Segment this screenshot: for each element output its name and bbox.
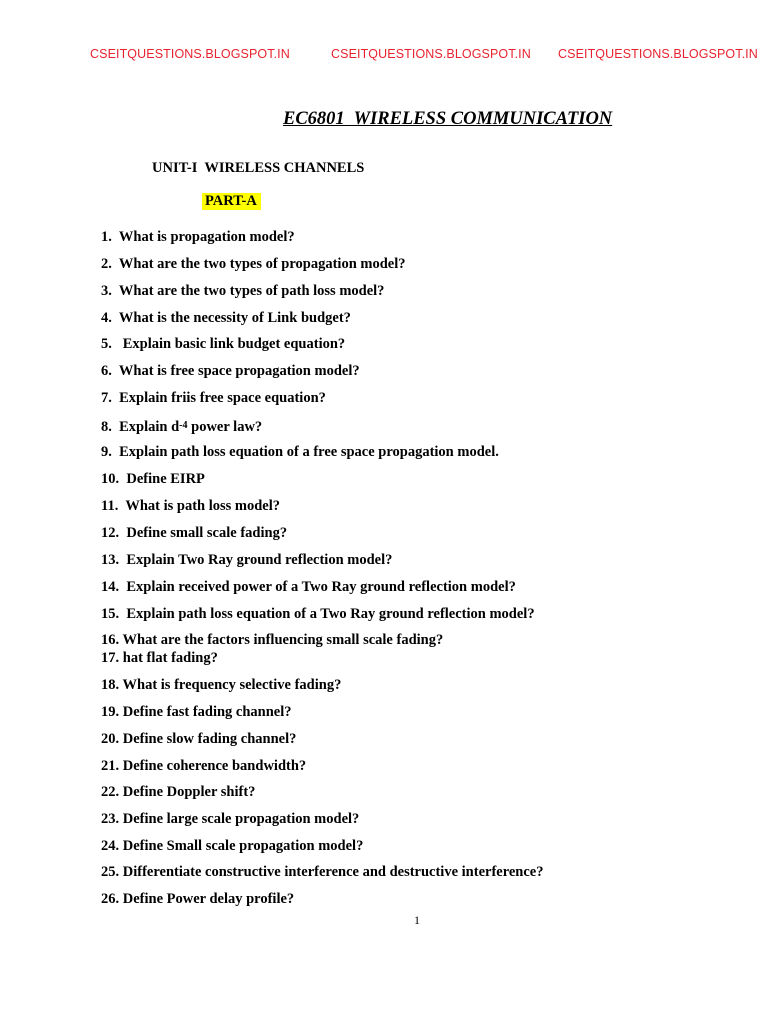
- question-text: Explain path loss equation of a Two Ray ground reflection model?: [122, 606, 535, 622]
- question-number: 26.: [101, 891, 120, 907]
- question-number: 10.: [101, 471, 120, 487]
- question-text: What are the two types of propagation model?: [118, 256, 406, 272]
- question-number: 23.: [101, 811, 120, 827]
- question-number: 8.: [101, 419, 112, 435]
- question-text: Define EIRP: [122, 471, 205, 487]
- question-number: 11.: [101, 498, 119, 514]
- question-number: 6.: [101, 363, 112, 379]
- question-item: [101, 471, 205, 488]
- header-link-left[interactable]: CSEITQUESTIONS.BLOGSPOT.IN: [90, 47, 290, 61]
- question-number: 2.: [101, 256, 112, 272]
- question-number: 3.: [101, 283, 112, 299]
- question-number: 25.: [101, 864, 120, 880]
- question-number: 20.: [101, 731, 120, 747]
- question-number: 7.: [101, 390, 112, 406]
- page-number: 1: [414, 913, 420, 927]
- question-item: [101, 784, 255, 801]
- question-number: 22.: [101, 784, 120, 800]
- question-item: [101, 229, 295, 246]
- question-item: [101, 758, 306, 775]
- question-text: Explain received power of a Two Ray ground reflection model?: [122, 579, 516, 595]
- question-number: 9.: [101, 444, 112, 460]
- part-heading: PART-A: [202, 193, 261, 210]
- question-number: 13.: [101, 552, 120, 568]
- question-item: [101, 552, 392, 569]
- question-text: Explain path loss equation of a free space propagation model.: [119, 444, 499, 460]
- question-number: 21.: [101, 758, 120, 774]
- document-title: EC6801 WIRELESS COMMUNICATION: [283, 109, 613, 129]
- question-item: [101, 650, 218, 667]
- question-item: [101, 444, 499, 461]
- question-item: [101, 811, 359, 828]
- question-item: [101, 731, 296, 748]
- question-text: What is free space propagation model?: [118, 363, 360, 379]
- question-item: [101, 283, 384, 300]
- header-link-right[interactable]: CSEITQUESTIONS.BLOGSPOT.IN: [558, 47, 758, 61]
- question-text: Define fast fading channel?: [122, 704, 292, 720]
- question-text: hat flat fading?: [122, 650, 218, 666]
- question-text: Differentiate constructive interference and destructive interference?: [122, 864, 544, 880]
- question-item: [101, 677, 341, 694]
- question-text: Explain Two Ray ground reflection model?: [122, 552, 393, 568]
- question-number: 5.: [101, 336, 112, 352]
- question-item: [101, 525, 287, 542]
- question-text: What are the factors influencing small scale fading?: [122, 632, 444, 648]
- question-item: [101, 498, 280, 515]
- question-number: 14.: [101, 579, 120, 595]
- question-number: 12.: [101, 525, 120, 541]
- question-number: 24.: [101, 838, 120, 854]
- question-number: 15.: [101, 606, 120, 622]
- question-item: [101, 579, 516, 596]
- question-text-tail: power law?: [187, 419, 263, 435]
- question-item: [101, 363, 360, 380]
- question-text: Explain basic link budget equation?: [119, 336, 346, 352]
- question-number: 17.: [101, 650, 120, 666]
- question-item: [101, 891, 294, 908]
- question-number: 18.: [101, 677, 120, 693]
- question-number: 16.: [101, 632, 120, 648]
- question-number: 4.: [101, 310, 112, 326]
- question-text: What is the necessity of Link budget?: [118, 310, 351, 326]
- question-item: [101, 336, 345, 353]
- unit-heading: UNIT-I WIRELESS CHANNELS: [152, 160, 365, 176]
- question-item: [101, 632, 443, 649]
- question-text: Define slow fading channel?: [122, 731, 297, 747]
- question-text: Define small scale fading?: [122, 525, 288, 541]
- question-text: Define Power delay profile?: [122, 891, 295, 907]
- superscript: -4: [179, 420, 188, 431]
- question-item: [101, 310, 351, 327]
- question-text: Explain d: [119, 419, 180, 435]
- question-item: [101, 606, 535, 623]
- question-item: [101, 704, 292, 721]
- question-item: [101, 256, 406, 273]
- question-text: What is propagation model?: [118, 229, 295, 245]
- question-text: Explain friis free space equation?: [119, 390, 326, 406]
- question-text: What is path loss model?: [121, 498, 281, 514]
- question-text: Define Small scale propagation model?: [122, 838, 364, 854]
- question-text: Define coherence bandwidth?: [122, 758, 307, 774]
- question-text: Define large scale propagation model?: [122, 811, 360, 827]
- question-item: [101, 419, 262, 436]
- question-number: 1.: [101, 229, 112, 245]
- question-text: Define Doppler shift?: [122, 784, 256, 800]
- question-item: [101, 838, 363, 855]
- question-text: What is frequency selective fading?: [122, 677, 342, 693]
- question-number: 19.: [101, 704, 120, 720]
- header-link-center[interactable]: CSEITQUESTIONS.BLOGSPOT.IN: [331, 47, 531, 61]
- question-item: [101, 390, 326, 407]
- question-text: What are the two types of path loss model?: [118, 283, 385, 299]
- question-item: [101, 864, 544, 881]
